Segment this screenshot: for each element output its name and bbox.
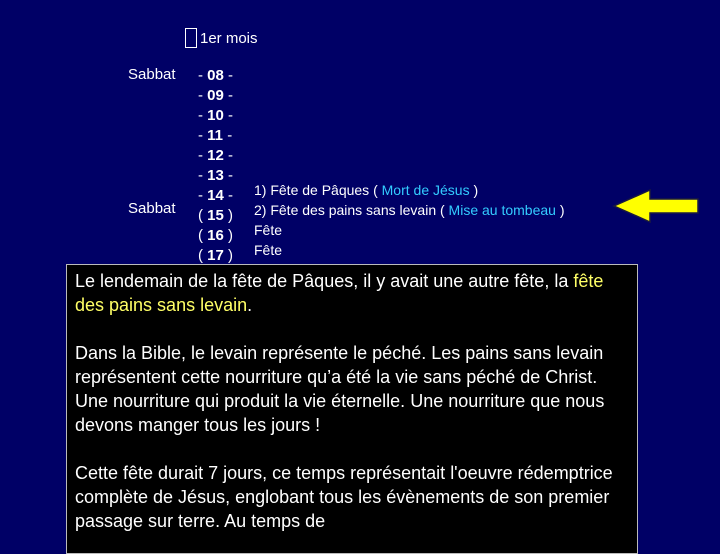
day-row: - 08 - — [198, 67, 234, 84]
day-row: - 10 - — [198, 107, 234, 124]
day-row: ( 17 ) — [198, 247, 234, 264]
sabbat-label: Sabbat — [128, 66, 176, 83]
explanation-paragraph: Le lendemain de la fête de Pâques, il y avait une autre fête, la fête des pains sans levain. — [75, 271, 604, 315]
left-arrow-icon — [612, 188, 702, 224]
sabbat-label: Sabbat — [128, 200, 176, 217]
event-row: Fête — [254, 242, 283, 258]
explanation-paragraph: Dans la Bible, le levain représente le péché. Les pains sans levain représentent cette nourriture qu’a été la vie sans péché de Christ. Une nourriture qui produit la vie éternelle. Une nourriture que nous devons manger tous les jours ! — [75, 343, 605, 435]
day-row: ( 15 ) — [198, 207, 234, 224]
day-row: - 09 - — [198, 87, 234, 104]
day-row: - 12 - — [198, 147, 234, 164]
event-row: 2) Fête des pains sans levain ( Mise au tombeau ) — [254, 202, 565, 218]
event-row: 1) Fête de Pâques ( Mort de Jésus ) — [254, 182, 479, 198]
month-title: 1er mois — [200, 29, 258, 47]
event-list — [254, 180, 565, 260]
month-header — [185, 28, 258, 48]
day-row: - 13 - — [198, 167, 234, 184]
explanation-panel — [66, 264, 638, 554]
placeholder-glyph-icon — [185, 28, 197, 48]
day-row: - 14 - — [198, 187, 234, 204]
day-row: ( 16 ) — [198, 227, 234, 244]
event-row: Fête — [254, 222, 283, 238]
explanation-paragraph: Cette fête durait 7 jours, ce temps représentait l'oeuvre rédemptrice complète de Jésus, englobant tous les évènements de son premier passage sur terre. Au temps de — [75, 463, 613, 531]
day-list — [198, 66, 233, 266]
day-row: - 11 - — [198, 127, 233, 144]
